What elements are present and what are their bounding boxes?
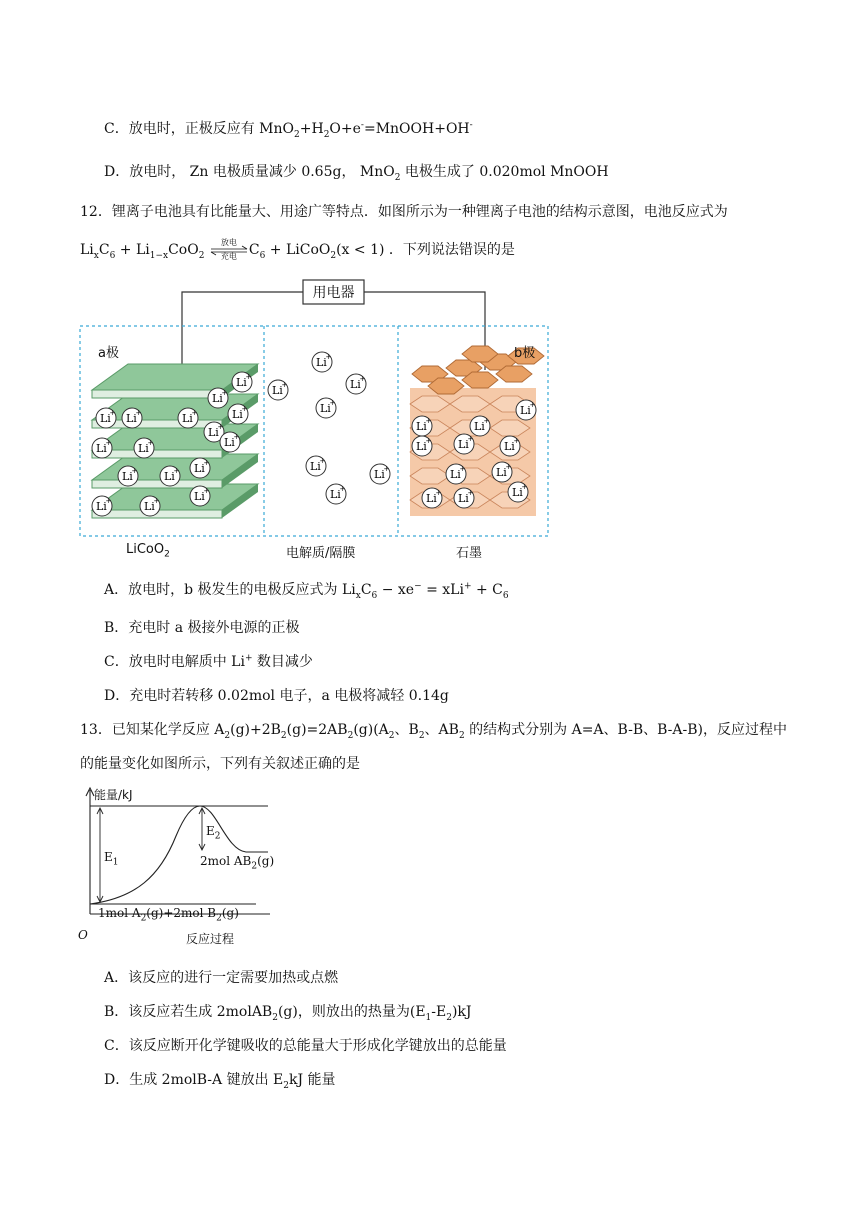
svg-text:+: + xyxy=(281,381,288,389)
q12-option-b: B．充电时 a 极接外电源的正极 xyxy=(104,620,300,636)
li-ion xyxy=(492,462,512,482)
svg-text:+: + xyxy=(435,489,442,497)
b-electrode-label: b极 xyxy=(514,346,536,361)
li-ion xyxy=(326,484,346,504)
li-ion xyxy=(232,372,252,392)
q13-option-b: B．该反应若生成 2molAB$_2$(g)，则放出的热量为$(E_1-E_2)kJ$ xyxy=(104,1004,472,1023)
svg-text:+: + xyxy=(339,485,346,493)
li-ion xyxy=(122,408,142,428)
electrolyte-label: 电解质/隔膜 xyxy=(286,546,356,561)
li-ion xyxy=(190,458,210,478)
svg-text:+: + xyxy=(109,409,116,417)
svg-text:+: + xyxy=(359,375,366,383)
li-ion xyxy=(508,482,528,502)
svg-text:+: + xyxy=(105,439,112,447)
svg-text:Li: Li xyxy=(272,384,283,397)
svg-text:Li: Li xyxy=(224,436,235,449)
svg-text:Li: Li xyxy=(194,490,205,503)
svg-text:Li: Li xyxy=(126,412,137,425)
svg-text:Li: Li xyxy=(144,500,155,513)
li-ion xyxy=(454,434,474,454)
svg-text:+: + xyxy=(329,399,336,407)
svg-text:Li: Li xyxy=(232,408,243,421)
svg-text:+: + xyxy=(467,489,474,497)
device-label: 用电器 xyxy=(312,285,355,301)
svg-text:+: + xyxy=(529,401,536,409)
svg-text:+: + xyxy=(521,483,528,491)
svg-text:+: + xyxy=(513,437,520,445)
svg-text:Li: Li xyxy=(504,440,515,453)
q13-stem-line1: 13．已知某化学反应 $A_2(g)+2B_2(g)=2AB_2(g)(A_2$、$B_2$、$AB_2$ 的结构式分别为 A=A、B-B、B-A-B)，反应过程中 xyxy=(80,722,787,741)
q12-equation: $Li_xC_6 + Li_{1-x}CoO_2$ 放电 充电 $C_6$ + LiCoO$_2$(x < 1) ．下列说法错误的是 xyxy=(80,238,515,261)
svg-text:+: + xyxy=(425,437,432,445)
li-ion xyxy=(160,466,180,486)
licoo2-label: LiCoO$_2$ xyxy=(126,542,170,560)
li-ion xyxy=(118,466,138,486)
li-ion xyxy=(500,436,520,456)
svg-text:+: + xyxy=(325,353,332,361)
li-ion xyxy=(92,496,112,516)
svg-text:+: + xyxy=(191,409,198,417)
origin-label: O xyxy=(78,928,88,942)
q11-option-c: C．放电时，正极反应有 $MnO_2+H_2O+e^-=MnOOH+OH^-$ xyxy=(104,120,473,140)
q13-option-c: C．该反应断开化学键吸收的总能量大于形成化学键放出的总能量 xyxy=(104,1038,507,1054)
q12-option-a: A．放电时，b 极发生的电极反应式为 $Li_xC_6 - xe^- = xLi^+ + C_6$ xyxy=(104,581,509,601)
svg-text:+: + xyxy=(203,459,210,467)
svg-text:+: + xyxy=(153,497,160,505)
svg-text:Li: Li xyxy=(416,440,427,453)
svg-text:Li: Li xyxy=(512,486,523,499)
li-ion xyxy=(208,388,228,408)
svg-text:Li: Li xyxy=(496,466,507,479)
li-ion xyxy=(92,438,112,458)
svg-text:+: + xyxy=(483,417,490,425)
svg-text:Li: Li xyxy=(310,460,321,473)
svg-text:Li: Li xyxy=(320,402,331,415)
li-ion xyxy=(412,416,432,436)
reaction-progress-label: 反应过程 xyxy=(186,932,235,946)
li-ion xyxy=(178,408,198,428)
svg-text:+: + xyxy=(131,467,138,475)
svg-text:Li: Li xyxy=(194,462,205,475)
reactant-label: 1mol $A_2(g)+2mol$ $B_2(g)$ xyxy=(98,906,239,924)
svg-text:+: + xyxy=(383,465,390,473)
svg-text:Li: Li xyxy=(520,404,531,417)
svg-text:Li: Li xyxy=(374,468,385,481)
svg-text:Li: Li xyxy=(458,492,469,505)
svg-text:Li: Li xyxy=(164,470,175,483)
battery-diagram xyxy=(78,278,552,564)
svg-text:+: + xyxy=(505,463,512,471)
svg-text:Li: Li xyxy=(458,438,469,451)
svg-text:Li: Li xyxy=(330,488,341,501)
q12-option-d: D．充电时若转移 0.02mol 电子，a 电极将减轻 0.14g xyxy=(104,688,449,704)
reversible-arrow: 放电 充电 xyxy=(209,240,249,260)
svg-text:Li: Li xyxy=(450,468,461,481)
svg-text:+: + xyxy=(105,497,112,505)
li-ion xyxy=(412,436,432,456)
li-ion xyxy=(140,496,160,516)
svg-text:Li: Li xyxy=(416,420,427,433)
li-ion xyxy=(268,380,288,400)
svg-text:Li: Li xyxy=(426,492,437,505)
q11-option-d: D．放电时， Zn 电极质量减少 0.65g， MnO$_2$ 电极生成了 0.020mol MnOOH xyxy=(104,164,609,183)
energy-axis-label: 能量/kJ xyxy=(94,788,133,802)
li-ion xyxy=(190,486,210,506)
svg-text:+: + xyxy=(467,435,474,443)
svg-text:Li: Li xyxy=(212,392,223,405)
li-ion xyxy=(312,352,332,372)
product-label: 2mol $AB_2(g)$ xyxy=(200,854,275,872)
e2-label: $E_2$ xyxy=(206,824,221,842)
graphite-label: 石墨 xyxy=(456,546,483,561)
svg-text:+: + xyxy=(233,433,240,441)
q13-stem-line2: 的能量变化如图所示，下列有关叙述正确的是 xyxy=(80,756,360,772)
q13-option-a: A．该反应的进行一定需要加热或点燃 xyxy=(104,970,339,986)
li-ion xyxy=(306,456,326,476)
svg-text:Li: Li xyxy=(208,426,219,439)
svg-text:Li: Li xyxy=(96,500,107,513)
li-ion xyxy=(220,432,240,452)
svg-text:+: + xyxy=(173,467,180,475)
svg-text:Li: Li xyxy=(350,378,361,391)
e1-label: $E_1$ xyxy=(104,850,119,868)
li-ion xyxy=(134,438,154,458)
li-ion xyxy=(446,464,466,484)
li-ion xyxy=(316,398,336,418)
li-ion xyxy=(228,404,248,424)
svg-text:Li: Li xyxy=(96,442,107,455)
svg-text:Li: Li xyxy=(100,412,111,425)
svg-text:Li: Li xyxy=(236,376,247,389)
li-ion xyxy=(516,400,536,420)
svg-text:+: + xyxy=(459,465,466,473)
svg-text:+: + xyxy=(425,417,432,425)
li-ion xyxy=(96,408,116,428)
q12-stem: 12．锂离子电池具有比能量大、用途广等特点．如图所示为一种锂离子电池的结构示意图，电池反应式为 xyxy=(80,204,728,220)
li-ion xyxy=(346,374,366,394)
svg-text:+: + xyxy=(221,389,228,397)
svg-text:+: + xyxy=(241,405,248,413)
svg-text:Li: Li xyxy=(138,442,149,455)
energy-diagram xyxy=(76,786,276,948)
svg-text:Li: Li xyxy=(122,470,133,483)
svg-text:+: + xyxy=(245,373,252,381)
svg-text:Li: Li xyxy=(316,356,327,369)
svg-text:+: + xyxy=(135,409,142,417)
svg-text:+: + xyxy=(203,487,210,495)
li-ion xyxy=(454,488,474,508)
q13-option-d: D．生成 2molB-A 键放出 $E_2kJ$ 能量 xyxy=(104,1072,336,1091)
li-ion xyxy=(422,488,442,508)
svg-text:+: + xyxy=(217,423,224,431)
svg-text:Li: Li xyxy=(182,412,193,425)
svg-text:+: + xyxy=(319,457,326,465)
q12-option-c: C．放电时电解质中 Li+ 数目减少 xyxy=(104,653,313,670)
li-ion xyxy=(370,464,390,484)
a-electrode-label: a极 xyxy=(98,346,119,361)
li-ion xyxy=(470,416,490,436)
svg-text:+: + xyxy=(147,439,154,447)
svg-text:Li: Li xyxy=(474,420,485,433)
